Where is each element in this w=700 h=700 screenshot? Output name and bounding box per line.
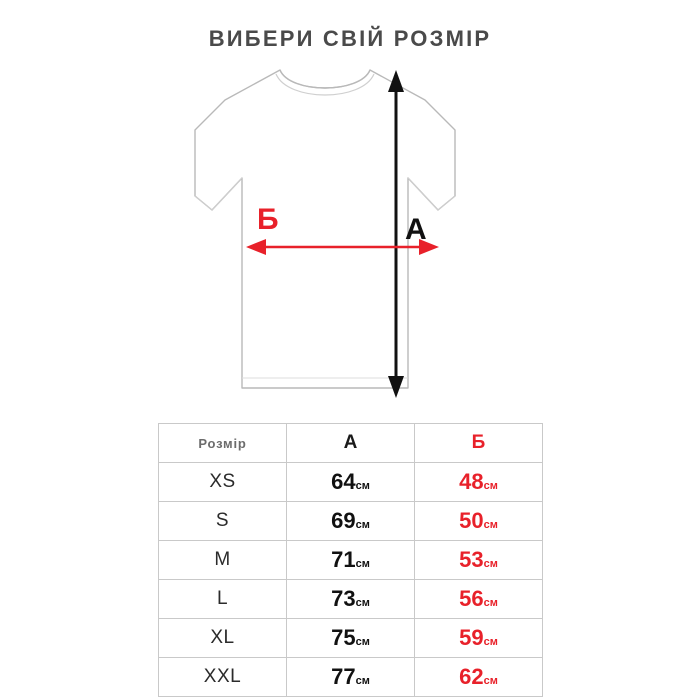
cell-size: S [159,502,287,541]
page-title: ВИБЕРИ СВІЙ РОЗМІР [208,26,492,51]
unit-label: см [483,636,498,648]
table-row [159,580,543,619]
value-a: 75 [331,625,356,650]
value-a: 73 [331,586,356,611]
unit-label: см [483,597,498,609]
cell-width-b [415,619,543,658]
table-row [159,541,543,580]
value-a: 69 [331,508,356,533]
value-b: 56 [459,586,484,611]
table-header-size: Розмір [159,424,287,463]
value-b: 53 [459,547,484,572]
cell-size: L [159,580,287,619]
cell-length-a [287,463,415,502]
table-header-row [159,424,543,463]
unit-label: см [355,636,370,648]
value-b: 62 [459,664,484,689]
cell-size: XXL [159,658,287,697]
cell-width-b [415,658,543,697]
cell-width-b [415,580,543,619]
tshirt-outline [150,58,550,403]
table-header-a: A [287,424,415,463]
cell-width-b [415,502,543,541]
unit-label: см [355,675,370,687]
cell-width-b [415,463,543,502]
table-row [159,619,543,658]
unit-label: см [355,519,370,531]
unit-label: см [355,480,370,492]
label-width-b: Б [257,203,279,236]
unit-label: см [355,558,370,570]
unit-label: см [483,480,498,492]
size-table [158,423,543,697]
unit-label: см [483,519,498,531]
value-a: 77 [331,664,356,689]
unit-label: см [483,558,498,570]
table-header-b: Б [415,424,543,463]
table-row [159,658,543,697]
cell-length-a [287,502,415,541]
cell-size: XL [159,619,287,658]
table-row [159,502,543,541]
table-row [159,463,543,502]
cell-size: XS [159,463,287,502]
cell-size: M [159,541,287,580]
cell-length-a [287,580,415,619]
value-a: 64 [331,469,356,494]
tshirt-diagram [150,58,550,403]
label-length-a: A [405,213,427,246]
cell-length-a [287,619,415,658]
value-b: 50 [459,508,484,533]
value-a: 71 [331,547,356,572]
unit-label: см [355,597,370,609]
value-b: 59 [459,625,484,650]
value-b: 48 [459,469,484,494]
cell-width-b [415,541,543,580]
unit-label: см [483,675,498,687]
cell-length-a [287,658,415,697]
cell-length-a [287,541,415,580]
